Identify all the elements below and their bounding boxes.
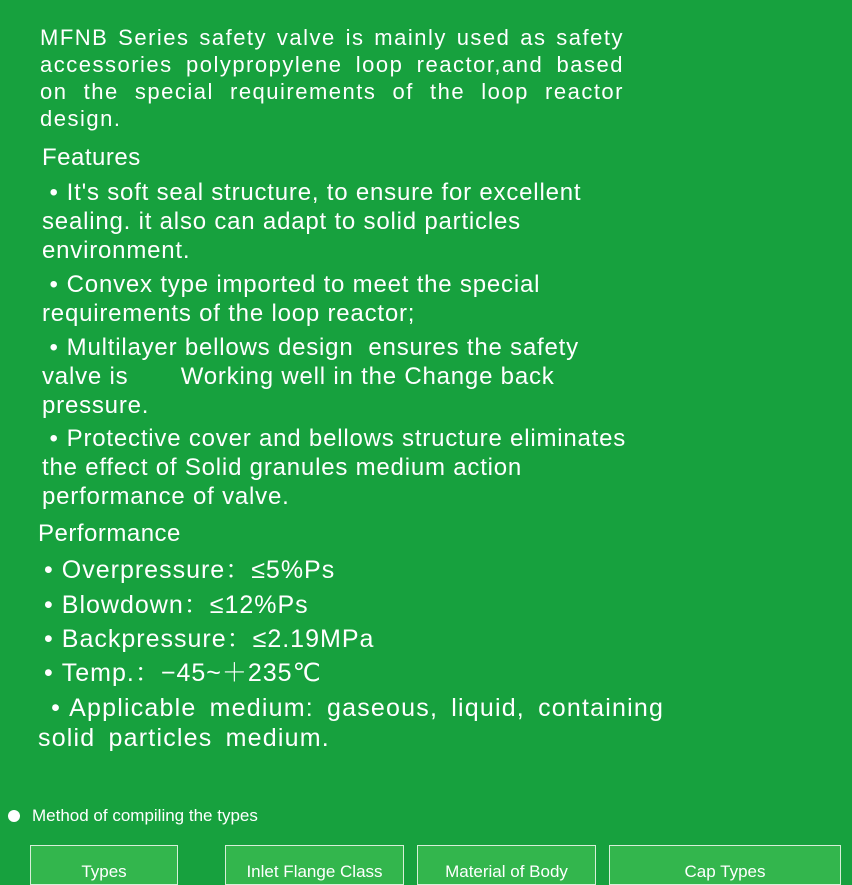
bullet-icon: • (49, 271, 59, 298)
column-types: Types (30, 845, 178, 885)
bullet-icon: • (49, 179, 59, 206)
performance-item: • Blowdown：≤12%Ps (44, 591, 309, 619)
method-heading (8, 806, 258, 826)
performance-title: Performance (38, 520, 181, 547)
feature-item: • Convex type imported to meet the special requirements of the loop reactor; (42, 271, 541, 327)
bullet-icon: • (49, 425, 59, 452)
intro-paragraph: MFNB Series safety valve is mainly used as safety accessories polypropylene loop reactor,and based on the special requirements of the loop reactor design. (40, 25, 624, 131)
features-title: Features (42, 144, 141, 171)
performance-item: • Temp.：−45~＋235℃ (44, 659, 322, 687)
bullet-icon: • (51, 694, 62, 722)
bullet-icon: • (44, 556, 54, 584)
feature-item: • It's soft seal structure, to ensure for excellent sealing. it also can adapt to solid particles environment. (42, 179, 582, 264)
performance-item: • Applicable medium: gaseous, liquid, containing solid particles medium. (38, 694, 665, 752)
bullet-dot-icon (8, 810, 20, 822)
column-material-of-body: Material of Body (417, 845, 596, 885)
bullet-icon: • (44, 659, 54, 687)
column-cap-types: Cap Types (609, 845, 841, 885)
bullet-icon: • (49, 334, 59, 361)
bullet-icon: • (44, 625, 54, 653)
feature-item: • Protective cover and bellows structure eliminates the effect of Solid granules medium action performance of valve. (42, 425, 627, 510)
feature-item: • Multilayer bellows design ensures the safety valve is Working well in the Change back pressure. (42, 334, 587, 419)
column-inlet-flange-class: Inlet Flange Class (225, 845, 404, 885)
method-label: Method of compiling the types (32, 806, 258, 825)
performance-item: • Overpressure：≤5%Ps (44, 556, 336, 584)
bullet-icon: • (44, 591, 54, 619)
performance-item: • Backpressure：≤2.19MPa (44, 625, 375, 653)
